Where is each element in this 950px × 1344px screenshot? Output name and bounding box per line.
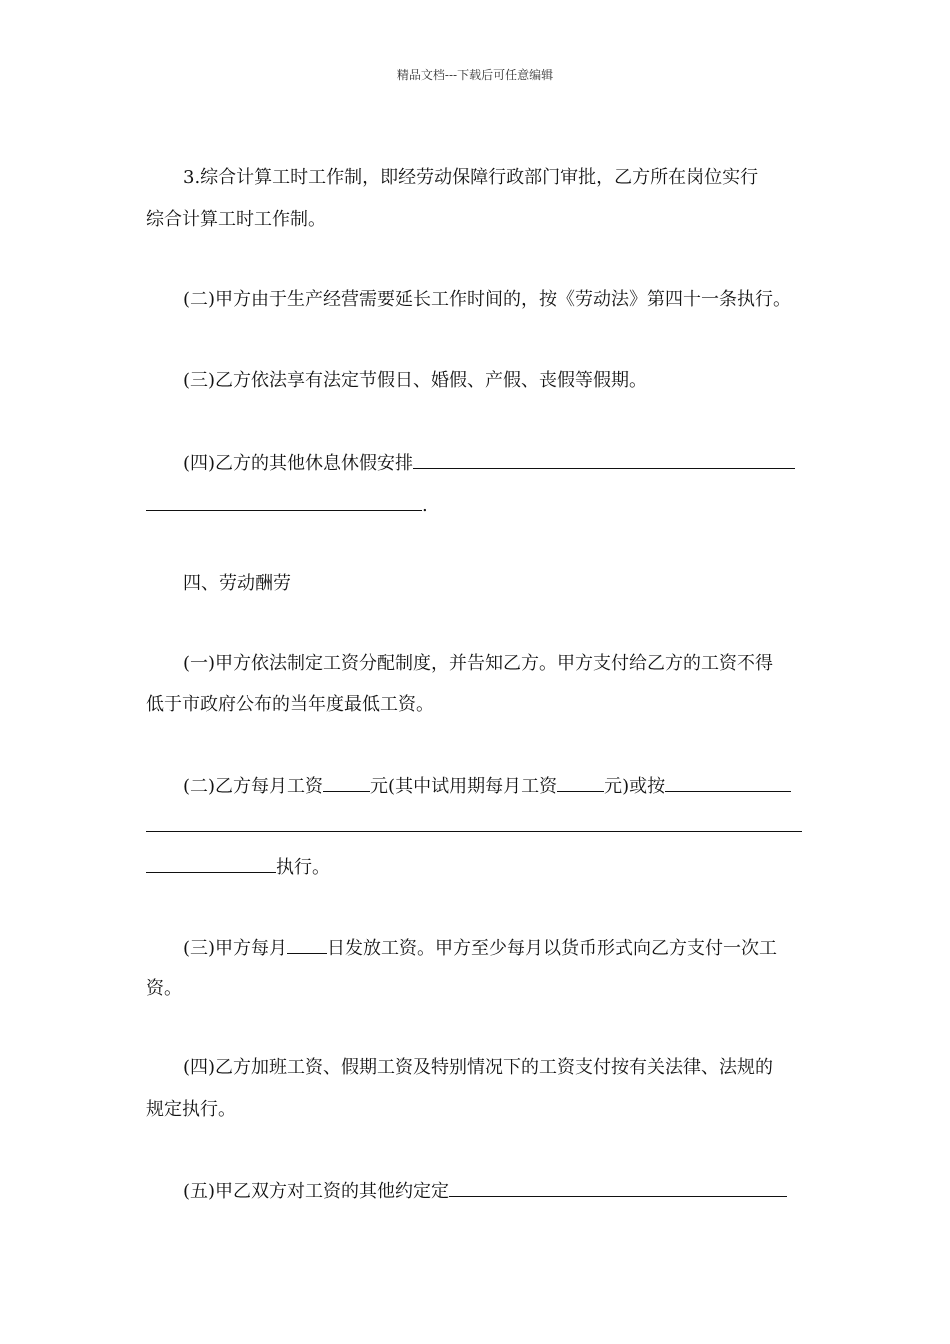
clause-monthly-wage-line3 [146, 854, 330, 880]
probation-wage-text: 元(其中试用期每月工资 [370, 776, 558, 797]
payday-rest-text: 日发放工资。甲方至少每月以货币形式向乙方支付一次工 [327, 938, 778, 959]
blank-other-leave-cont [146, 492, 422, 511]
clause-overtime-pay-line2: 规定执行。 [146, 1099, 236, 1120]
execute-text: 执行。 [276, 857, 330, 878]
blank-other-leave [413, 450, 795, 469]
clause-overtime: (二)甲方由于生产经营需要延长工作时间的，按《劳动法》第四十一条执行。 [183, 289, 792, 310]
clause-monthly-wage [183, 773, 791, 799]
clause-wage-system-line2: 低于市政府公布的当年度最低工资。 [146, 694, 434, 715]
clause-3-line1: 3.综合计算工时工作制，即经劳动保障行政部门审批，乙方所在岗位实行 [183, 167, 759, 188]
or-by-text: 元)或按 [604, 776, 666, 797]
clause-payday [183, 935, 777, 961]
clause-monthly-wage-line2 [146, 813, 802, 839]
clause-other-leave [183, 450, 795, 476]
blank-probation-wage [557, 773, 604, 792]
clause-holidays: (三)乙方依法享有法定节假日、婚假、产假、丧假等假期。 [183, 370, 648, 391]
section-title-remuneration: 四、劳动酬劳 [183, 573, 291, 594]
blank-other-wage-agreement [449, 1178, 787, 1197]
other-wage-agreement-label: (五)甲乙双方对工资的其他约定定 [183, 1181, 450, 1202]
period: . [422, 495, 428, 516]
clause-overtime-pay-line1: (四)乙方加班工资、假期工资及特别情况下的工资支付按有关法律、法规的 [183, 1057, 774, 1078]
clause-wage-system-line1: (一)甲方依法制定工资分配制度，并告知乙方。甲方支付给乙方的工资不得 [183, 653, 774, 674]
blank-wage-basis-cont [146, 813, 802, 832]
page-header: 精品文档---下载后可任意编辑 [396, 68, 554, 82]
blank-monthly-wage [323, 773, 370, 792]
clause-other-leave-line2 [146, 492, 428, 518]
clause-payday-line2: 资。 [146, 978, 182, 999]
blank-wage-basis [665, 773, 791, 792]
blank-payday [287, 935, 327, 954]
payday-text: (三)甲方每月 [183, 938, 288, 959]
clause-other-leave-label: (四)乙方的其他休息休假安排 [183, 453, 414, 474]
clause-other-wage-agreement [183, 1178, 787, 1204]
blank-wage-basis-end [146, 854, 276, 873]
clause-3-line2: 综合计算工时工作制。 [146, 209, 326, 230]
monthly-wage-text: (二)乙方每月工资 [183, 776, 324, 797]
